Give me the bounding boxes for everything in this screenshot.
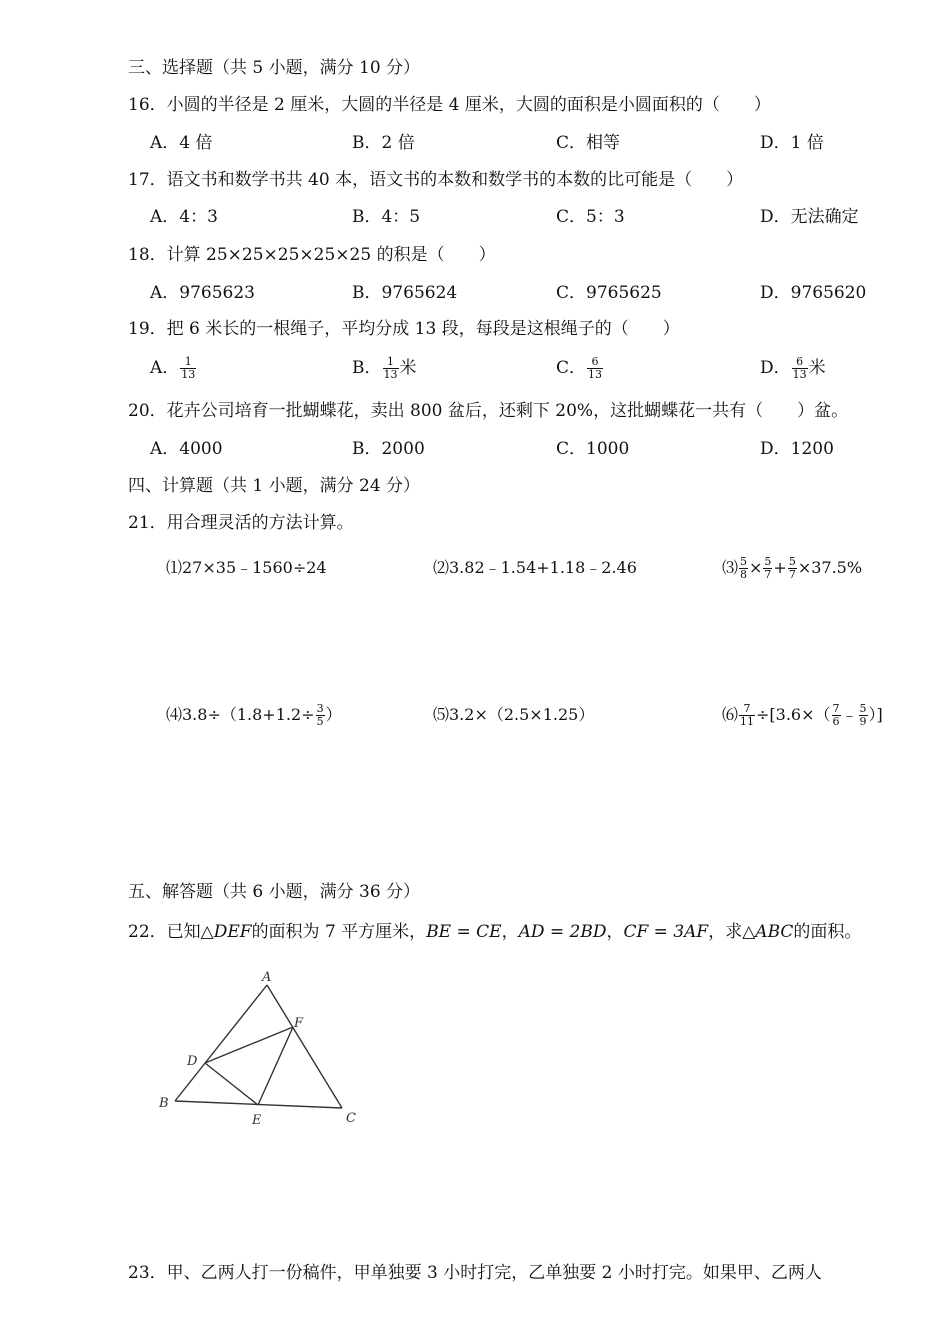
- q22-math: ABC: [755, 922, 794, 942]
- fraction: [316, 703, 325, 728]
- numerator: 3: [316, 702, 324, 715]
- q17-option-b: B．4：5: [352, 207, 421, 227]
- numerator: 5: [764, 555, 772, 568]
- q19-option-d: [760, 356, 826, 381]
- denominator: 13: [792, 368, 807, 381]
- section4-title: 四、计算题（共 1 小题，满分 24 分）: [128, 476, 421, 496]
- fraction: [739, 556, 748, 581]
- q19-option-c: [556, 356, 604, 381]
- numerator: 5: [788, 555, 796, 568]
- q17-option-d: D．无法确定: [760, 207, 859, 227]
- q18-option-c: C．9765625: [556, 283, 662, 303]
- q18-stem: 18．计算 25×25×25×25×25 的积是（ ）: [128, 245, 496, 265]
- q23-stem: 23．甲、乙两人打一份稿件，甲单独要 3 小时打完，乙单独要 2 小时打完。如果甲、乙两人: [128, 1263, 822, 1283]
- q18-option-a: A．9765623: [150, 283, 255, 303]
- q17-stem: 17．语文书和数学书共 40 本，语文书的本数和数学书的本数的比可能是（ ）: [128, 170, 744, 190]
- q19-a-fraction: [180, 356, 196, 381]
- q20-option-a: A．4000: [150, 439, 223, 459]
- fraction: [832, 703, 841, 728]
- q22-text: 的面积。: [793, 922, 862, 942]
- calc-6-mid: ÷[3.6×（: [756, 705, 831, 724]
- label-e: E: [252, 1113, 262, 1128]
- edge-ac: [267, 985, 342, 1108]
- calc-item-6: [722, 703, 883, 728]
- numerator: 5: [740, 555, 748, 568]
- denominator: 8: [740, 568, 748, 581]
- q19-option-b: [352, 356, 417, 381]
- calc-4-label: ⑷3.8÷（1.8+1.2÷: [166, 705, 315, 724]
- q22-text: ，: [606, 922, 624, 942]
- q18-option-b: B．9765624: [352, 283, 458, 303]
- operator: ×: [749, 558, 763, 577]
- denominator: 5: [316, 715, 324, 728]
- denominator: 11: [740, 715, 755, 728]
- section5-title: 五、解答题（共 6 小题，满分 36 分）: [128, 882, 421, 902]
- q19-c-fraction: [587, 356, 603, 381]
- q22-text: 的面积为 7 平方厘米，: [251, 922, 427, 942]
- fraction: [859, 703, 868, 728]
- numerator: 6: [587, 356, 603, 369]
- q19-b-suffix: 米: [399, 358, 417, 378]
- q16-option-c: C．相等: [556, 133, 621, 153]
- q22-math: AD = 2BD: [518, 922, 607, 942]
- calc-item-4: [166, 703, 342, 728]
- q19-b-prefix: B．: [352, 358, 382, 378]
- q18-option-d: D．9765620: [760, 283, 867, 303]
- q22-text: 22．已知△: [128, 922, 214, 942]
- q19-c-prefix: C．: [556, 358, 587, 378]
- q22-text: ，: [501, 922, 519, 942]
- edge-de: [205, 1063, 258, 1105]
- numerator: 5: [859, 702, 867, 715]
- fraction: [763, 556, 772, 581]
- q19-b-fraction: [383, 356, 399, 381]
- denominator: 7: [764, 568, 772, 581]
- calc-3-label: ⑶: [722, 558, 739, 577]
- label-a: A: [262, 970, 272, 985]
- numerator: 1: [383, 356, 399, 369]
- calc-6-tail: ）]: [868, 705, 883, 724]
- calc-4-tail: ）: [325, 705, 342, 724]
- q22-math: CF = 3AF: [623, 922, 709, 942]
- denominator: 13: [383, 368, 398, 381]
- q19-a-prefix: A．: [150, 358, 180, 378]
- section3-title: 三、选择题（共 5 小题，满分 10 分）: [128, 58, 421, 78]
- numerator: 1: [180, 356, 196, 369]
- q17-option-c: C．5：3: [556, 207, 625, 227]
- numerator: 7: [832, 702, 840, 715]
- q19-d-prefix: D．: [760, 358, 791, 378]
- operator: ﹣: [841, 705, 858, 724]
- q16-option-b: B．2 倍: [352, 133, 415, 153]
- q22-math: DEF: [213, 922, 252, 942]
- q16-stem: 16．小圆的半径是 2 厘米，大圆的半径是 4 厘米，大圆的面积是小圆面积的（ ）: [128, 95, 771, 115]
- fraction: [739, 703, 755, 728]
- q22-math: BE = CE: [426, 922, 502, 942]
- q19-option-a: [150, 356, 197, 381]
- numerator: 7: [739, 703, 755, 716]
- q20-option-c: C．1000: [556, 439, 630, 459]
- calc-item-1: ⑴27×35﹣1560÷24: [166, 558, 327, 577]
- denominator: 13: [588, 368, 603, 381]
- q22-text: ，求△: [708, 922, 756, 942]
- q21-stem: 21．用合理灵活的方法计算。: [128, 513, 354, 533]
- denominator: 13: [181, 368, 196, 381]
- label-d: D: [187, 1054, 198, 1069]
- q19-d-suffix: 米: [808, 358, 826, 378]
- q20-stem: 20．花卉公司培育一批蝴蝶花，卖出 800 盆后，还剩下 20%，这批蝴蝶花一共有（ ）盆。: [128, 401, 849, 421]
- label-c: C: [346, 1111, 356, 1126]
- q20-option-b: B．2000: [352, 439, 425, 459]
- label-f: F: [294, 1016, 304, 1031]
- q17-option-a: A．4：3: [150, 207, 218, 227]
- operator: +: [773, 558, 787, 577]
- denominator: 6: [832, 715, 840, 728]
- fraction: [788, 556, 797, 581]
- triangle-figure: [150, 965, 380, 1135]
- numerator: 6: [792, 356, 808, 369]
- calc-item-5: ⑸3.2×（2.5×1.25）: [433, 705, 595, 724]
- q19-stem: 19．把 6 米长的一根绳子，平均分成 13 段，每段是这根绳子的（ ）: [128, 319, 680, 339]
- denominator: 9: [859, 715, 867, 728]
- calc-3-tail: ×37.5%: [797, 558, 863, 577]
- q19-d-fraction: [792, 356, 808, 381]
- calc-item-2: ⑵3.82﹣1.54+1.18﹣2.46: [433, 558, 637, 577]
- calc-item-3: [722, 556, 862, 581]
- label-b: B: [159, 1096, 169, 1111]
- q20-option-d: D．1200: [760, 439, 834, 459]
- denominator: 7: [788, 568, 796, 581]
- q16-option-a: A．4 倍: [150, 133, 213, 153]
- q16-option-d: D．1 倍: [760, 133, 824, 153]
- q22-stem: [128, 920, 861, 944]
- calc-6-label: ⑹: [722, 705, 739, 724]
